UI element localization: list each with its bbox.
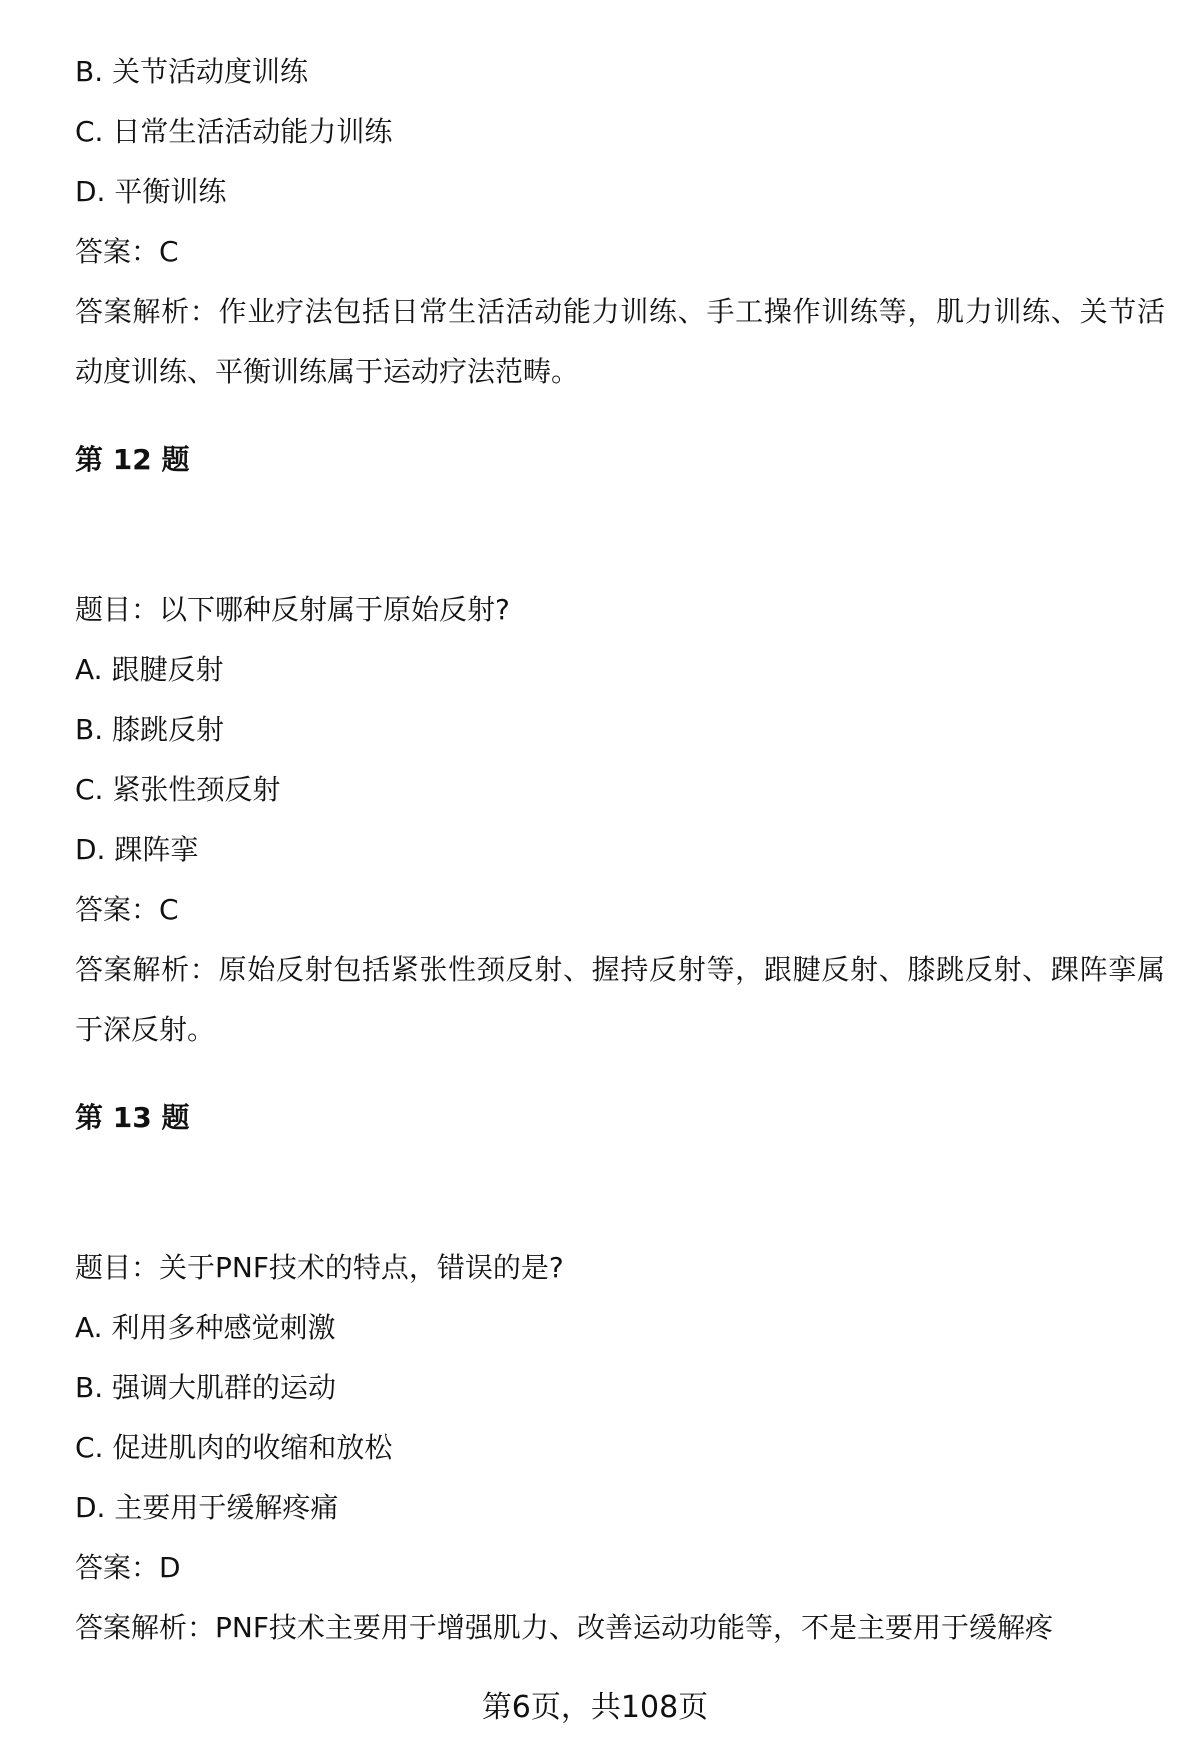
spacer <box>75 1148 1165 1238</box>
option-b: B. 强调大肌群的运动 <box>75 1371 337 1404</box>
question-text: 题目：关于PNF技术的特点，错误的是? <box>75 1251 564 1284</box>
option-b: B. 膝跳反射 <box>75 713 225 746</box>
option-d: D. 主要用于缓解疼痛 <box>75 1491 339 1524</box>
option-a: A. 利用多种感觉刺激 <box>75 1311 336 1344</box>
option-c: C. 紧张性颈反射 <box>75 773 281 806</box>
question-13-block <box>75 1088 1165 1658</box>
option-c: C. 促进肌肉的收缩和放松 <box>75 1431 393 1464</box>
question-text: 题目：以下哪种反射属于原始反射? <box>75 593 510 626</box>
page-number: 第6页，共108页 <box>481 1690 709 1725</box>
answer: 答案：C <box>75 893 179 926</box>
option-b: B. 关节活动度训练 <box>75 55 309 88</box>
answer-analysis: 答案解析：原始反射包括紧张性颈反射、握持反射等，跟腱反射、膝跳反射、踝阵挛属于深反射。 <box>75 953 1165 1046</box>
option-d: D. 踝阵挛 <box>75 833 199 866</box>
option-d: D. 平衡训练 <box>75 175 227 208</box>
spacer <box>75 490 1165 580</box>
prev-question-block <box>75 42 1165 402</box>
question-heading: 第 12 题 <box>75 443 190 476</box>
option-c: C. 日常生活活动能力训练 <box>75 115 393 148</box>
answer-analysis: 答案解析：PNF技术主要用于增强肌力、改善运动功能等，不是主要用于缓解疼 <box>75 1611 1053 1644</box>
question-12-block <box>75 430 1165 1060</box>
answer: 答案：C <box>75 235 179 268</box>
option-a: A. 跟腱反射 <box>75 653 224 686</box>
answer: 答案：D <box>75 1551 181 1584</box>
document-page <box>75 42 1165 1658</box>
question-heading: 第 13 题 <box>75 1101 190 1134</box>
answer-analysis: 答案解析：作业疗法包括日常生活活动能力训练、手工操作训练等，肌力训练、关节活动度训练、平衡训练属于运动疗法范畴。 <box>75 295 1165 388</box>
